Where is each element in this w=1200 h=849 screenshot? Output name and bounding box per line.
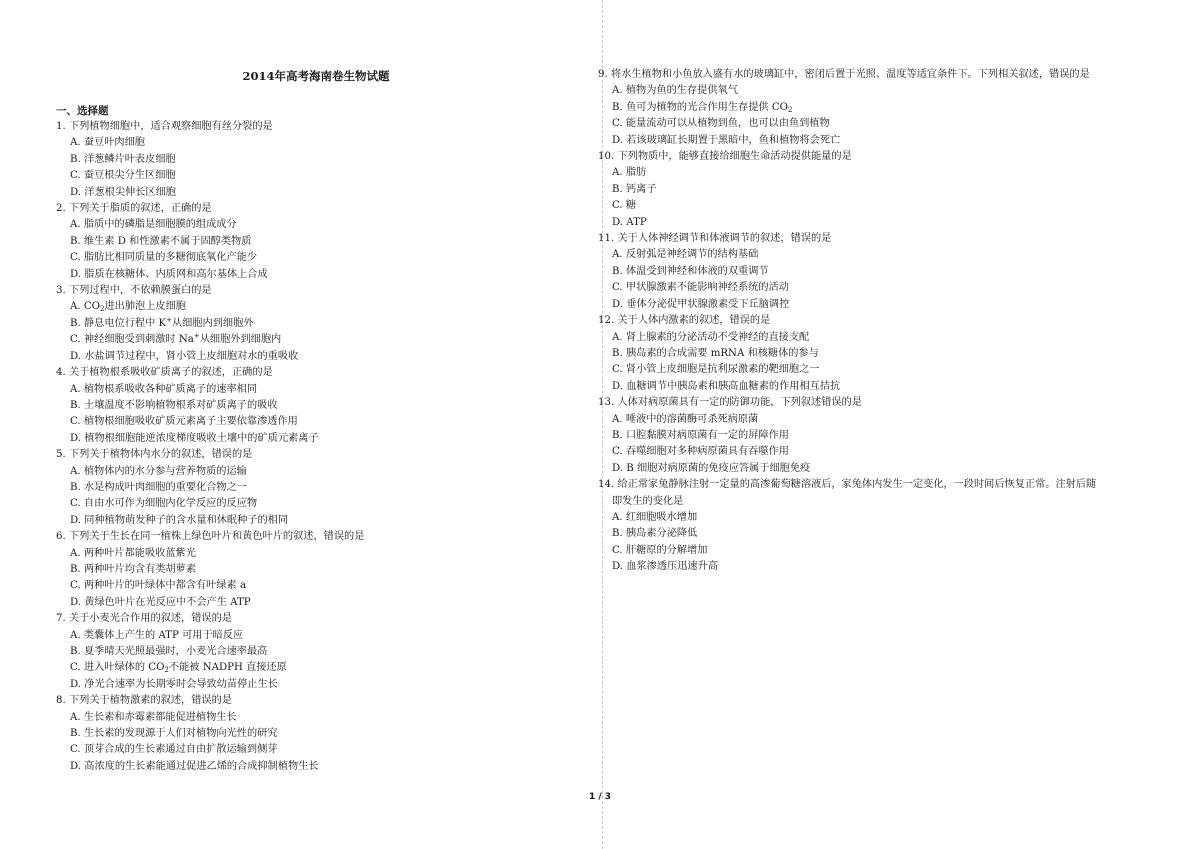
question-13 [598,395,1158,477]
option-b: B. 生长素的发现源于人们对植物向光性的研究 [70,728,278,740]
option-a: A. 脂质中的磷脂是细胞膜的组成成分 [70,219,237,231]
option-c: C. 蚕豆根尖分生区细胞 [70,170,176,182]
option-d: D. 血浆渗透压迅速升高 [612,561,718,573]
option-d: D. B 细胞对病原菌的免疫应答属于细胞免疫 [612,462,811,474]
option-c: C. 植物根细胞吸收矿质元素离子主要依靠渗透作用 [70,416,298,428]
question-5 [56,447,576,529]
option-c: C. 肾小管上皮细胞是抗利尿激素的靶细胞之一 [612,364,820,376]
question-stem: 9. 将水生植物和小鱼放入盛有水的玻璃缸中，密闭后置于光照、温度等适宜条件下。下列相关叙述，错误的是 [598,69,1090,80]
option-b: B. 钙离子 [612,183,657,195]
document-title: 2014年高考海南卷生物试题 [242,69,390,83]
option-d: D. 洋葱根尖伸长区细胞 [70,186,176,198]
section-heading: 一、选择题 [56,105,109,117]
option-d: D. 同种植物萌发种子的含水量和休眠种子的相同 [70,514,289,526]
question-stem: 7. 关于小麦光合作用的叙述，错误的是 [56,613,232,625]
option-d: D. 血糖调节中胰岛素和胰高血糖素的作用相互拮抗 [612,380,841,392]
option-d: D. 若该玻璃缸长期置于黑暗中，鱼和植物将会死亡 [612,134,841,146]
option-d: D. 水盐调节过程中，肾小管上皮细胞对水的重吸收 [70,350,299,362]
question-8 [56,693,576,775]
option-c: C. 肝糖原的分解增加 [612,544,708,556]
option-d: D. 净光合速率为长期零时会导致幼苗停止生长 [70,678,278,690]
option-d: D. 脂质在核糖体、内质网和高尔基体上合成 [70,268,268,280]
question-2 [56,201,576,283]
option-b: B. 体温受到神经和体液的双重调节 [612,265,769,277]
option-b: B. 口腔黏膜对病原菌有一定的屏障作用 [612,429,789,441]
option-b: B. 静息电位行程中 K+从细胞内到细胞外 [70,315,254,329]
option-a: A. 类囊体上产生的 ATP 可用于暗反应 [70,629,244,641]
option-a: A. 唾液中的溶菌酶可杀死病原菌 [612,413,759,425]
question-7 [56,611,576,693]
question-list-left [56,119,576,775]
option-b: B. 水是构成叶肉细胞的重要化合物之一 [70,481,247,493]
question-3 [56,283,576,365]
option-b: B. 胰岛素分泌降低 [612,528,698,540]
question-stem: 10. 下列物质中，能够直接给细胞生命活动提供能量的是 [598,151,852,163]
question-4 [56,365,576,447]
option-d: D. ATP [612,216,647,228]
option-a: A. $CO_2$进出肺泡上皮细胞 [70,301,186,314]
option-c: C. 顶芽合成的生长素通过自由扩散运输到侧芽 [70,744,278,756]
question-14 [598,477,1158,575]
option-d: D. 高浓度的生长素能通过促进乙烯的合成抑制植物生长 [70,760,319,772]
option-a: A. 生长素和赤霉素都能促进植物生长 [70,711,237,723]
option-b: B. 两种叶片均含有类胡萝素 [70,563,197,575]
question-list-right [598,67,1158,576]
question-stem: 6. 下列关于生长在同一植株上绿色叶片和黄色叶片的叙述，错误的是 [56,531,365,543]
option-c: C. 进入叶绿体的 $CO_2$不能被 NADPH 直接还原 [70,662,287,675]
question-10 [598,149,1158,231]
option-b: B. 维生素 D 和性激素不属于固醇类物质 [70,235,252,247]
question-stem: 1. 下列植物细胞中，适合观察细胞有丝分裂的是 [56,121,273,132]
question-9 [598,67,1158,149]
question-stem-continued: 即发生的变化是 [612,495,684,507]
question-stem: 11. 关于人体神经调节和体液调节的叙述，错误的是 [598,233,832,245]
option-d: D. 垂体分泌促甲状腺激素受下丘脑调控 [612,298,790,310]
option-c: C. 甲状腺激素不能影响神经系统的活动 [612,282,789,294]
option-c: C. 能量流动可以从植物到鱼，也可以由鱼到植物 [612,118,830,130]
option-a: A. 肾上腺素的分泌活动不受神经的直接支配 [612,331,810,343]
question-1 [56,119,576,201]
option-a: A. 脂肪 [612,167,647,179]
option-b: B. 鱼可为植物的光合作用生存提供 $CO_2$ [612,101,793,114]
option-a: A. 反射弧是神经调节的结构基础 [612,249,759,261]
option-b: B. 土壤温度不影响植物根系对矿质离子的吸收 [70,399,278,411]
question-11 [598,231,1158,313]
option-d: D. 黄绿色叶片在光反应中不会产生 ATP [70,596,251,608]
question-12 [598,313,1158,395]
option-a: A. 两种叶片都能吸收蓝紫光 [70,547,196,559]
question-stem: 4. 关于植物根系吸收矿质离子的叙述，正确的是 [56,367,273,379]
option-c: C. 自由水可作为细胞内化学反应的反应物 [70,498,258,510]
question-stem: 3. 下列过程中，不依赖膜蛋白的是 [56,285,212,297]
option-a: A. 红细胞吸水增加 [612,511,698,523]
option-a: A. 蚕豆叶肉细胞 [70,137,145,149]
question-stem: 14. 给正常家兔静脉注射一定量的高渗葡萄糖溶液后，家兔体内发生一定变化，一段时间后恢复正常。注射后随 [598,479,1097,491]
option-b: B. 夏季晴天光照最强时，小麦光合速率最高 [70,646,268,657]
page-number: 1 / 3 [588,792,612,802]
option-a: A. 植物体内的水分参与营养物质的运输 [70,465,247,477]
question-stem: 13. 人体对病原菌具有一定的防御功能，下列叙述错误的是 [598,397,862,409]
option-a: A. 植物根系吸收各种矿质离子的速率相同 [70,383,258,395]
question-6 [56,529,576,611]
question-stem: 5. 下列关于植物体内水分的叙述，错误的是 [56,449,253,461]
option-c: C. 糖 [612,200,637,212]
option-d: D. 植物根细胞能逆浓度梯度吸收土壤中的矿质元素离子 [70,432,319,444]
option-c: C. 脂肪比相同质量的多糖彻底氧化产能少 [70,252,258,264]
option-b: B. 胰岛素的合成需要 mRNA 和核糖体的参与 [612,347,819,359]
option-b: B. 洋葱鳞片叶表皮细胞 [70,153,176,165]
option-c: C. 吞噬细胞对多种病原菌具有吞噬作用 [612,446,789,458]
question-stem: 12. 关于人体内激素的叙述，错误的是 [598,315,771,327]
question-stem: 8. 下列关于植物激素的叙述，错误的是 [56,695,232,707]
question-stem: 2. 下列关于脂质的叙述，正确的是 [56,203,212,215]
option-a: A. 植物为鱼的生存提供氧气 [612,85,738,97]
option-c: C. 两种叶片的叶绿体中都含有叶绿素 a [70,580,247,592]
option-c: C. 神经细胞受到刺激时 Na+从细胞外到细胞内 [70,332,282,346]
